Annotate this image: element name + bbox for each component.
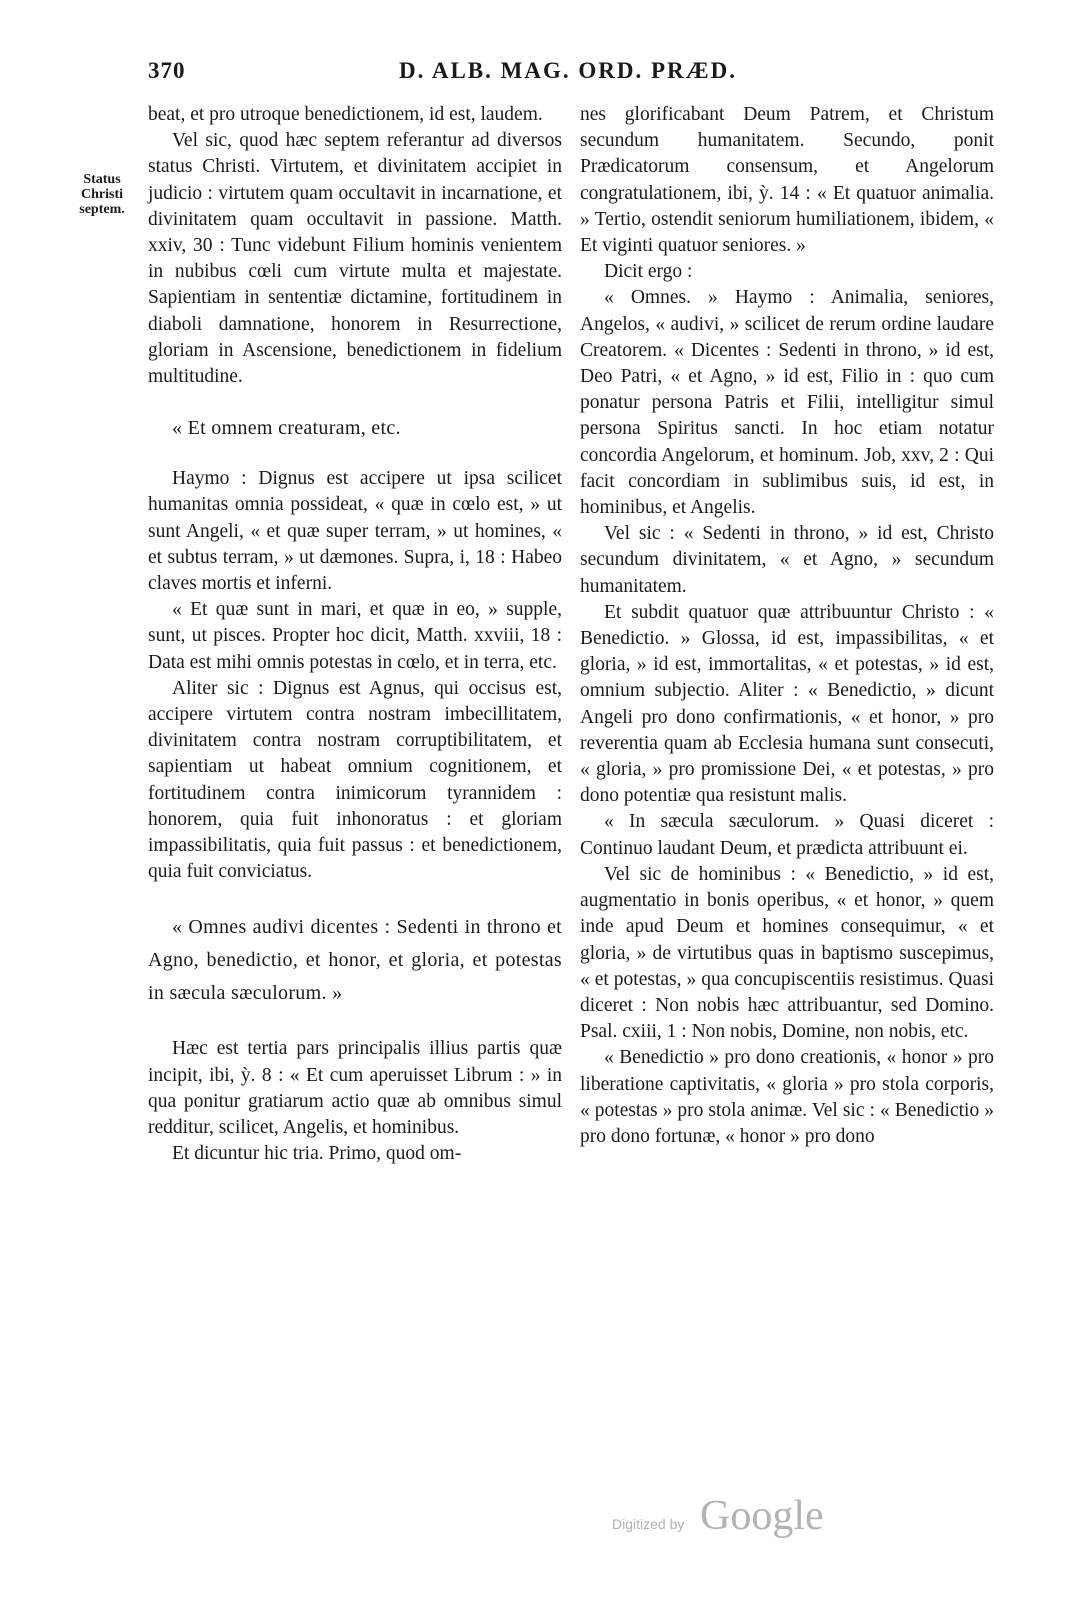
digitized-label: Digitized by — [612, 1516, 685, 1532]
paragraph: Et dicuntur hic tria. Primo, quod om- — [172, 1143, 462, 1165]
lemma: « Omnes audivi dicentes : Sedenti in throno et Agno, benedictio, et honor, et gloria, et potestas in sæcula sæculorum. » — [148, 916, 562, 1005]
paragraph: Hæc est tertia pars principalis illius partis quæ incipit, ibi, ỳ. 8 : « Et cum aperuisset Librum : » in qua ponitur gratiarum actio quæ ab omnibus simul redditur, scilicet, Angelis, et hominibus. — [148, 1038, 562, 1139]
running-title: D. ALB. MAG. ORD. PRÆD. — [399, 58, 737, 83]
page-number: 370 — [148, 58, 186, 83]
paragraph: « Benedictio » pro dono creationis, « honor » pro liberatione captivitatis, « gloria » pro stola corporis, « potestas » pro stola animæ. Vel sic : « Benedictio » pro dono fortunæ, « honor » pro dono — [580, 1047, 994, 1147]
paragraph: nes glorificabant Deum Patrem, et Christum secundum humanitatem. Secundo, ponit Prædicatorum consensum, et Angelorum congratulationem, ibi, ỳ. 14 : « Et quatuor animalia. » Tertio, ostendit seniorum humiliationem, ibidem, « Et viginti quatuor seniores. » — [580, 104, 994, 257]
paragraph: Dicit ergo : — [604, 261, 693, 283]
left-column — [148, 102, 562, 1168]
paragraph: Aliter sic : Dignus est Agnus, qui occisus est, accipere virtutem contra nostram imbecillitatem, divinitatem contra nostram corruptibilitatem, et sapientiam ut habeat omnium cognitionem, et fortitudinem contra inimicorum tyrannidem : honorem, quia fuit inhonoratus : et gloriam impassibilitatis, quia fuit passus : et benedictionem, quia fuit conviciatus. — [148, 677, 562, 883]
running-header — [148, 58, 988, 94]
paragraph: beat, et pro utroque benedictionem, id est, laudem. — [148, 104, 543, 125]
digitized-watermark — [612, 1493, 912, 1546]
margin-note-line: Status — [83, 172, 121, 187]
margin-note-line: septem. — [79, 202, 125, 217]
right-column — [580, 102, 994, 1150]
paragraph: Vel sic : « Sedenti in throno, » id est, Christo secundum divinitatem, « et Agno, » secundum humanitatem. — [580, 523, 994, 597]
paragraph: Et subdit quatuor quæ attribuuntur Christo : « Benedictio. » Glossa, id est, impassibilitas, « et gloria, » id est, immortalitas, « et potestas, » id est, omnium subjectio. Aliter : « Benedictio, » dicunt Angeli pro dono confirmationis, « et honor, » pro reverentia quam ab Ecclesia humana sunt consecuti, « gloria, » pro promissione Dei, « et potestas, » pro dono potentiæ qua resistunt malis. — [580, 601, 994, 807]
paragraph: Vel sic, quod hæc septem referantur ad diversos status Christi. Virtutem, et divinitatem accipiet in judicio : virtutem quam occultavit in incarnatione, et divinitatem quam occultavit in passione. Matth. xxiv, 30 : Tunc videbunt Filium hominis venientem in nubibus cœli cum virtute multa et majestate. Sapientiam in sententiæ dictamine, fortitudinem in diaboli damnatione, honorem in Resurrectione, gloriam in Ascensione, benedictionem in fidelium multitudine. — [148, 130, 562, 388]
margin-note — [70, 172, 134, 217]
paragraph: « Et quæ sunt in mari, et quæ in eo, » supple, sunt, ut pisces. Propter hoc dicit, Matth. xxviii, 18 : Data est mihi omnis potestas in cœlo, et in terra, etc. — [148, 599, 562, 673]
paragraph: Vel sic de hominibus : « Benedictio, » id est, augmentatio in bonis operibus, « et honor, » quem inde apud Deum et homines consequimur, « et gloria, » de virtutibus quas in baptismo suscepimus, « et potestas, » qua concupiscentiis resistimus. Quasi diceret : Non nobis hæc attribuantur, sed Domino. Psal. cxiii, 1 : Non nobis, Domine, non nobis, etc. — [580, 863, 994, 1043]
google-logo: Google — [700, 1493, 824, 1539]
margin-note-line: Christi — [81, 187, 123, 202]
paragraph: Haymo : Dignus est accipere ut ipsa scilicet humanitas omnia possideat, « quæ in cœlo est, » ut sunt Angeli, « et quæ super terram, » ut homines, « et subtus terram, » ut dæmones. Supra, i, 18 : Habeo claves mortis et inferni. — [148, 468, 562, 595]
paragraph: « In sæcula sæculorum. » Quasi diceret : Continuo laudant Deum, et prædicta attribuunt ei. — [580, 811, 994, 859]
lemma: « Et omnem creaturam, etc. — [172, 417, 401, 440]
paragraph: « Omnes. » Haymo : Animalia, seniores, Angelos, « audivi, » scilicet de rerum ordine laudare Creatorem. « Dicentes : Sedenti in throno, » id est, Deo Patri, « et Agno, » id est, Filio in : quo cum ponatur persona Patris et Filii, intelligitur simul persona Spiritus sancti. In hoc etiam notatur concordia Angelorum, et hominum. Job, xxv, 2 : Qui facit concordiam in sublimibus suis, id est, in hominibus, et Angelis. — [580, 287, 994, 519]
